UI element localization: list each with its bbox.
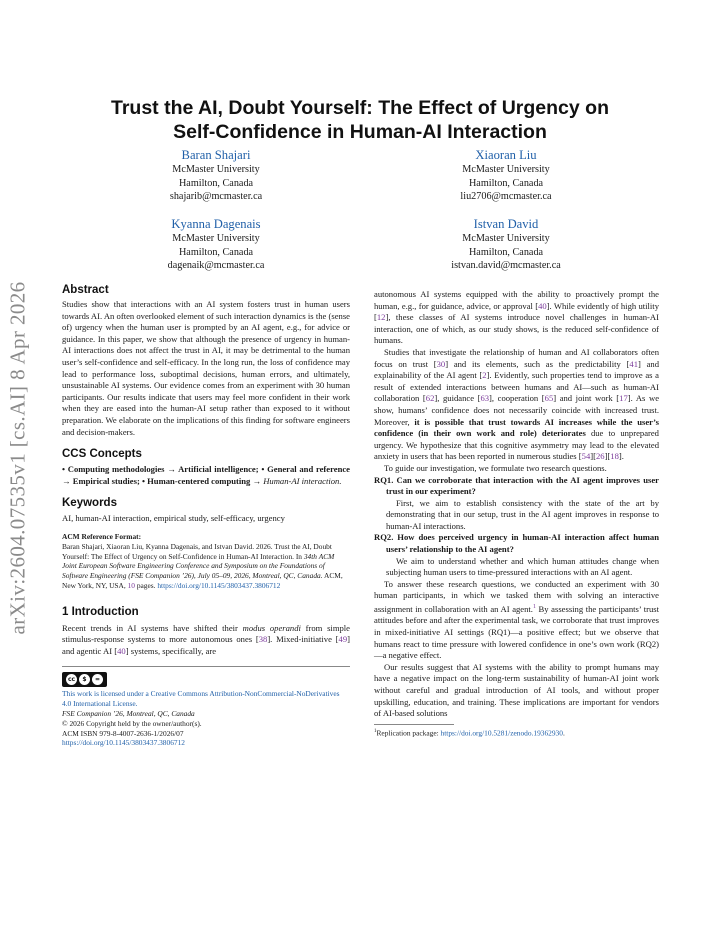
citation-link[interactable]: 38: [258, 634, 268, 645]
text-run: autonomous AI systems equipped with the ability to proactively prompt the human, e.g., for guidance, advice, or approval [: [374, 289, 659, 311]
text-run: Studies that investigate the relationship of human and AI collaborators often focus on trust [: [374, 346, 659, 369]
intro-run: Recent trends in AI systems have shifted their: [62, 622, 243, 633]
rq2-body: We aim to understand whether and which human attitudes change when subjecting human users to time-pressured interactions with an AI agent.: [386, 555, 659, 578]
intro-text: [62, 623, 350, 658]
text-run: ] and joint work [: [553, 393, 620, 404]
citation-link[interactable]: 62: [425, 393, 435, 404]
text-run: By assessing the participants’ trust attitudes before and after the experimental task, we corroborate that trust improves in mixed-initiative AI settings (RQ1)—a positive effect; but we observe that humans react to time pressure with lowered confidence in one’s own work (RQ2)—a negative effect.: [374, 603, 659, 661]
arxiv-identifier: arXiv:2604.07535v1 [cs.AI] 8 Apr 2026: [5, 281, 30, 635]
text-run: ][: [604, 451, 611, 462]
venue-line: FSE Companion ’26, Montreal, QC, Canada: [62, 709, 195, 719]
intro-run: from simple stimulus-response systems to more autonomous ones [: [62, 622, 350, 645]
author-affiliation: McMaster University: [462, 233, 550, 244]
ccs-text: • Computing methodologies → Artificial intelligence; • General and reference → Empirical studies; • Human-centered computing →: [62, 464, 350, 486]
paper-title: [40, 96, 680, 144]
abstract-text: Studies show that interactions with an AI system fosters trust in human users towards AI. An often overlooked element of such interaction dynamics is the (sense of) urgency when the human user is prompted by an AI agent, e.g., for advice or guidance. In this paper, we show that although the presence of urgency in human-AI interactions does not affect the trust in AI, it may be detrimental to the human user’s self-confidence and self-efficacy. In the long run, the loss of confidence may lead to performance loss, suboptimal decisions, human errors, and ultimately, unsustainable AI systems. Our evidence comes from an experiment with 30 human participants. Our results indicate that users may feel more confident in their work when they are eased into the human-AI setup rather than exposed to it without preparation. We elaborate on the implications of this finding for software engineers and decision-makers.: [62, 299, 350, 437]
text-run: ]. As we show, humans’ confidence does not necessarily coincide with increased trust. Moreover,: [374, 393, 660, 427]
isbn-line: ACM ISBN 979-8-4007-2636-1/2026/07: [62, 728, 184, 738]
ccs-concepts: [62, 464, 350, 487]
creative-commons-icon[interactable]: cc $ =: [62, 672, 107, 687]
doi-link[interactable]: https://doi.org/10.1145/3803437.3806712: [62, 738, 185, 748]
text-run: ] and its elements, such as the predictability [: [445, 358, 630, 369]
intro-italic: modus operandi: [242, 622, 301, 633]
text-run: ]. While evidently of high utility [: [374, 300, 659, 323]
author-name[interactable]: Istvan David: [473, 217, 539, 231]
footnote: [374, 727, 659, 738]
author-name[interactable]: Kyanna Dagenais: [171, 217, 261, 231]
citation-link[interactable]: 40: [538, 300, 547, 311]
title-line-2: Self-Confidence in Human-AI Interaction: [173, 121, 547, 143]
footnote-divider: [374, 724, 454, 725]
intro-run: ] systems, specifically, are: [125, 645, 217, 656]
author-location: Hamilton, Canada: [178, 246, 254, 258]
author-email[interactable]: dagenaik@mcmaster.ca: [167, 260, 265, 272]
author-location: Hamilton, Canada: [468, 246, 544, 258]
citation-link[interactable]: 2: [482, 370, 487, 381]
footnote-text: .: [562, 728, 565, 738]
keywords-text: AI, human-AI interaction, empirical study, self-efficacy, urgency: [62, 513, 285, 524]
citation-link[interactable]: 65: [544, 393, 554, 404]
citation-link[interactable]: 17: [619, 393, 628, 404]
citation-link[interactable]: 54: [581, 451, 591, 462]
text-run: ], these classes of AI systems introduce novel challenges in human-AI interaction, one of which, as our study shows, is the reduced self-confidence of humans.: [374, 312, 659, 346]
paragraph: Our results suggest that AI systems with the ability to prompt humans may have a negative impact on the long-term sustainability of human-AI joint work without careful and gradual introduction of AI tools, and without proper upskilling, education, and training. These implications are important for vendors of AI-based solutions: [374, 661, 659, 719]
reference-venue: 34th ACM Joint European Software Engineering Conference and Symposium on the Foundations of Software Engineering (FSE Companion ’26), July 05–09, 2026, Montreal, QC, Canada.: [62, 551, 335, 581]
author-email[interactable]: liu2706@mcmaster.ca: [460, 191, 552, 203]
title-line-1: Trust the AI, Doubt Yourself: The Effect of Urgency on: [110, 97, 609, 119]
abstract-heading: Abstract: [62, 284, 109, 296]
author-email[interactable]: istvan.david@mcmaster.ca: [451, 260, 561, 272]
author-block: [106, 147, 326, 204]
left-column: [62, 283, 350, 748]
author-location: Hamilton, Canada: [178, 177, 254, 189]
author-block: [396, 147, 616, 204]
reference-text: Baran Shajari, Xiaoran Liu, Kyanna Dagenais, and Istvan David. 2026. Trust the AI, Doubt Yourself: The Effect of Urgency on Self-Confidence in Human-AI Interaction. In: [62, 541, 332, 561]
text-run: ][: [590, 451, 596, 462]
citation-link[interactable]: 63: [480, 393, 490, 404]
paragraph: To guide our investigation, we formulate two research questions.: [384, 462, 607, 473]
ccs-heading: CCS Concepts: [62, 448, 142, 461]
footer-divider: [62, 666, 350, 667]
text-run: due to unprepared urgency. We hypothesize that this cognitive asymmetry may lead to the elevated anxiety in users that has been reported in numerous studies [: [374, 428, 659, 462]
author-affiliation: McMaster University: [462, 164, 550, 175]
reference-doi-link[interactable]: https://doi.org/10.1145/3803437.3806712: [157, 580, 281, 590]
text-run: To answer these research questions, we conducted an experiment with 30 human participants, in which we tasked them with solving an interactive assignment in collaboration with an AI agent.: [374, 578, 659, 614]
page-count-link[interactable]: 10: [127, 580, 135, 590]
copyright-line: © 2026 Copyright held by the owner/author(s).: [62, 718, 202, 728]
intro-run: ] and agentic AI [: [62, 634, 350, 656]
replication-link[interactable]: https://doi.org/10.5281/zenodo.19362930: [440, 728, 563, 738]
reference-format-heading: ACM Reference Format:: [62, 531, 142, 541]
intro-heading: 1 Introduction: [62, 605, 139, 618]
text-run: ].: [618, 451, 624, 462]
citation-link[interactable]: 49: [338, 634, 348, 645]
text-run: ]. Evidently, such properties tend to improve as a result of extended interactions between humans and AI—such as human-AI collaboration [: [374, 370, 659, 404]
text-run: ], guidance [: [434, 393, 481, 404]
license-block: [62, 672, 350, 748]
author-location: Hamilton, Canada: [468, 177, 544, 189]
author-email[interactable]: shajarib@mcmaster.ca: [169, 191, 263, 203]
author-name[interactable]: Xiaoran Liu: [475, 148, 537, 162]
footnote-text: Replication package:: [376, 728, 441, 738]
intro-run: ]. Mixed-initiative [: [267, 634, 339, 645]
emphasis-text: it is possible that trust towards AI increases while the user’s confidence (in their own work and role) deteriorates: [374, 416, 659, 439]
author-name[interactable]: Baran Shajari: [181, 148, 251, 162]
paragraph: [374, 579, 659, 662]
paragraph: [374, 289, 659, 347]
reference-format-text: [62, 542, 350, 591]
text-run: ], cooperation [: [489, 393, 545, 404]
ccs-text-italic: Human-AI interaction.: [263, 475, 342, 486]
author-affiliation: McMaster University: [172, 233, 260, 244]
rq1-body: First, we aim to establish consistency with the state of the art by demonstrating that in our setup, trust in the AI agent improves in response to human-AI interactions.: [386, 497, 659, 531]
citation-link[interactable]: 41: [629, 358, 638, 369]
author-affiliation: McMaster University: [172, 164, 260, 175]
reference-text: ACM, New York, NY, USA,: [62, 571, 343, 590]
rq1-title: RQ1. Can we corroborate that interaction with the AI agent improves user trust in our experiment?: [374, 474, 659, 497]
keywords-heading: Keywords: [62, 497, 117, 510]
paragraph: [374, 347, 659, 463]
reference-text: pages.: [134, 580, 158, 590]
citation-link[interactable]: 40: [117, 645, 126, 656]
author-block: [106, 216, 326, 273]
rq2-title: RQ2. How does perceived urgency in human-AI interaction affect human users’ relationship to the AI agent?: [374, 532, 659, 555]
citation-link[interactable]: 26: [595, 451, 605, 462]
cc-badge-text: cc: [67, 676, 76, 684]
citation-link[interactable]: 30: [436, 358, 446, 369]
text-run: ] and explainability of the AI agent [: [374, 358, 660, 381]
footnote-marker[interactable]: 1: [532, 604, 536, 611]
footnote-number: 1: [374, 728, 377, 734]
citation-link[interactable]: 12: [376, 312, 386, 323]
author-block: [396, 216, 616, 273]
citation-link[interactable]: 18: [610, 451, 619, 462]
right-column: [374, 289, 659, 738]
license-text[interactable]: This work is licensed under a Creative Commons Attribution-NonCommercial-NoDerivatives 4.0 International License.: [62, 689, 340, 709]
